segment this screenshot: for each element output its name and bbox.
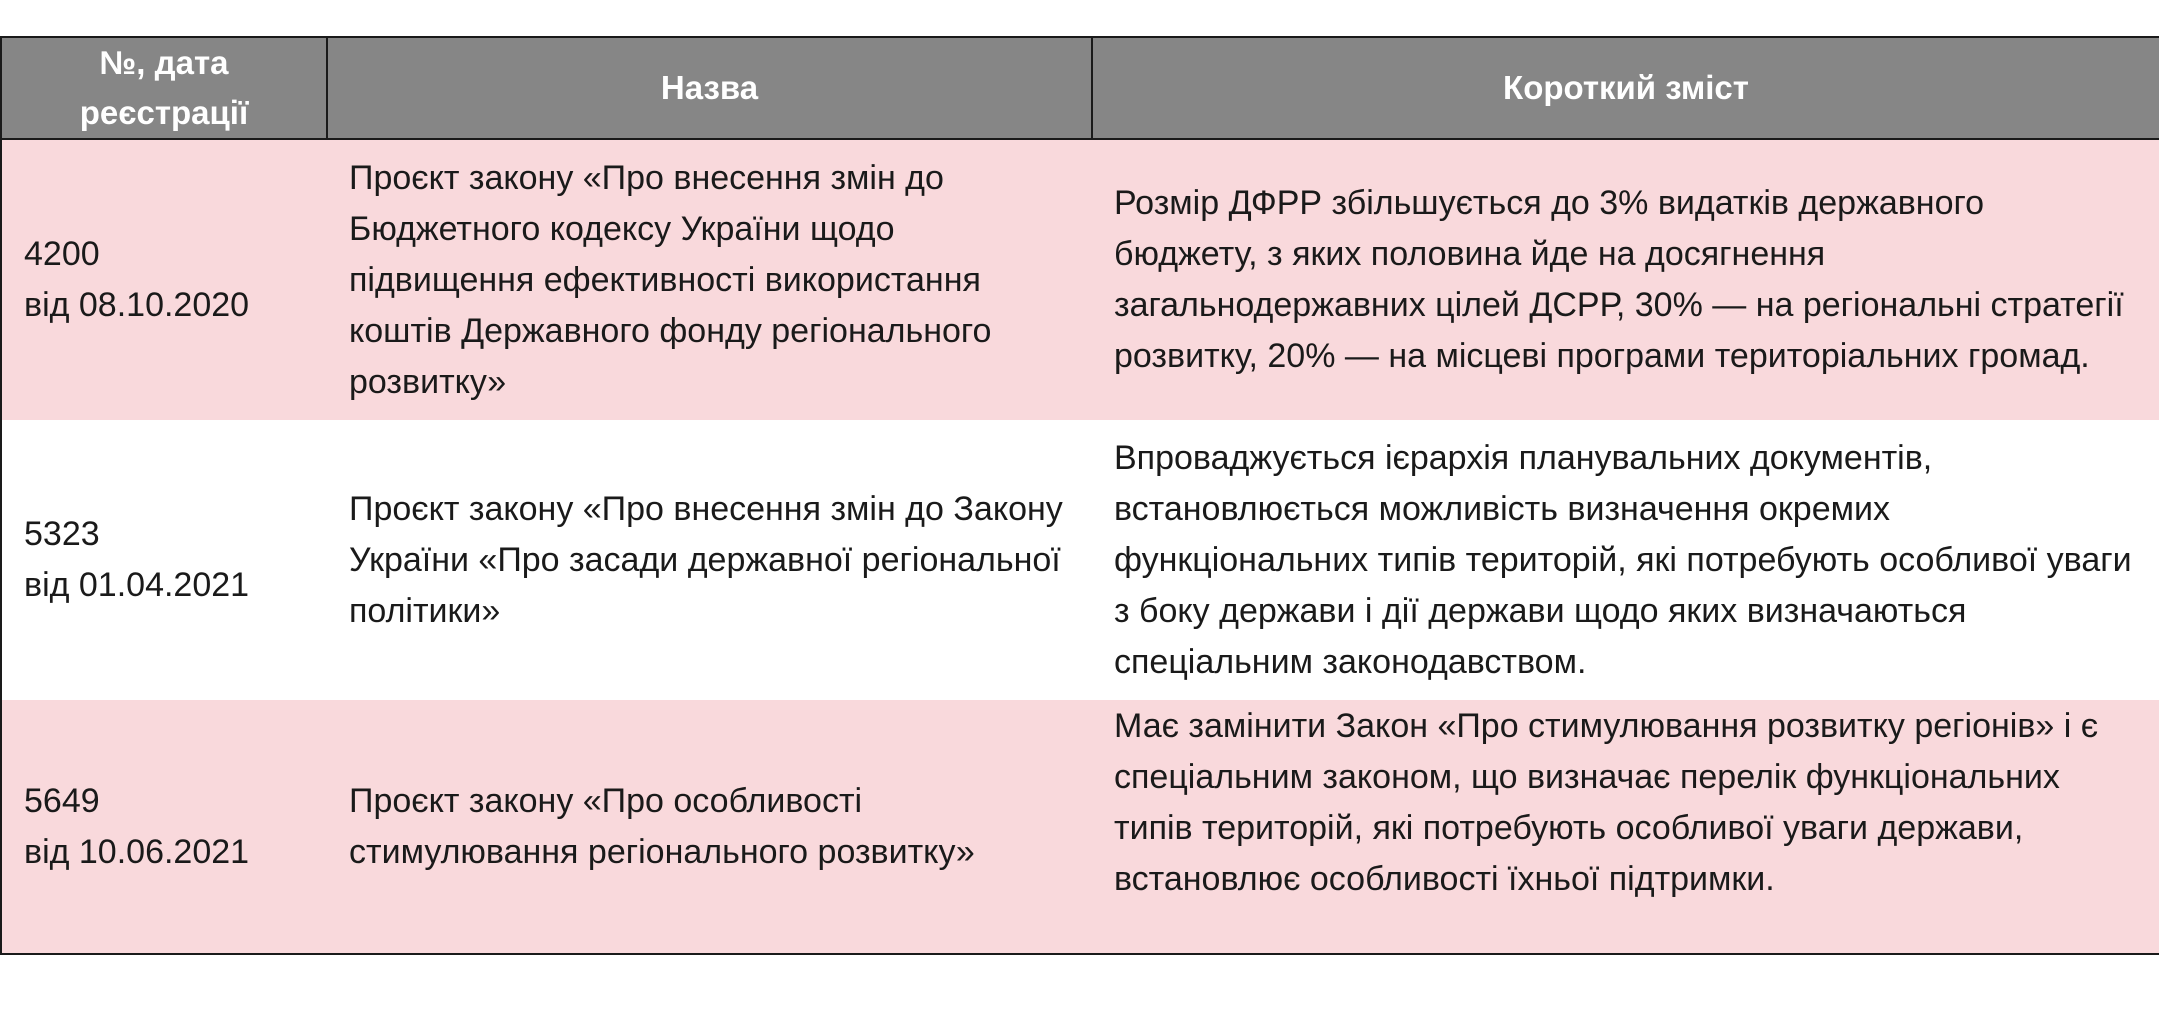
bill-date: від 08.10.2020 — [24, 286, 250, 324]
bill-name: Проєкт закону «Про внесення змін до Закону України «Про засади державної регіональної політики» — [349, 489, 1063, 630]
header-number-date-line-2: реєстрації — [79, 94, 249, 131]
header-name: Назва — [327, 37, 1092, 139]
bills-table — [0, 36, 2159, 955]
cell-summary — [1092, 139, 2159, 420]
cell-number-date — [1, 139, 327, 420]
bill-number: 5649 — [24, 781, 100, 820]
bill-number: 5323 — [24, 515, 100, 553]
bill-name: Проєкт закону «Про особливості стимулювання регіонального розвитку» — [349, 781, 975, 871]
bill-summary: Впроваджується ієрархія планувальних документів, встановлюється можливість визначення окремих функціональних типів територій, які потребують особливої уваги з боку держави і дії держави щодо яких визначаються спеціальним законодавством. — [1114, 438, 2132, 681]
bill-summary: Має замінити Закон «Про стимулювання розвитку регіонів» і є спеціальним законом, що визначає перелік функціональних типів територій, які потребують особливої уваги держави, встановлює особливості їхньої підтримки. — [1114, 707, 2099, 898]
bill-date: від 01.04.2021 — [24, 566, 250, 604]
bills-table-container — [0, 36, 2159, 955]
cell-summary — [1092, 700, 2159, 954]
header-row — [1, 37, 2159, 139]
cell-number-date — [1, 420, 327, 700]
cell-summary — [1092, 420, 2159, 700]
bill-number: 4200 — [24, 235, 100, 273]
header-number-date-line-1: №, дата — [99, 44, 229, 81]
cell-name — [327, 139, 1092, 420]
bill-date: від 10.06.2021 — [24, 832, 250, 871]
table-row — [1, 700, 2159, 954]
table-header — [1, 37, 2159, 139]
table-body — [1, 139, 2159, 954]
cell-name — [327, 420, 1092, 700]
cell-name — [327, 700, 1092, 954]
table-row — [1, 420, 2159, 700]
header-number-date — [1, 37, 327, 139]
cell-number-date — [1, 700, 327, 954]
header-summary: Короткий зміст — [1092, 37, 2159, 139]
bill-name: Проєкт закону «Про внесення змін до Бюджетного кодексу України щодо підвищення ефективності використання коштів Державного фонду регіонального розвитку» — [349, 158, 992, 401]
table-row — [1, 139, 2159, 420]
bill-summary: Розмір ДФРР збільшується до 3% видатків державного бюджету, з яких половина йде на досягнення загальнодержавних цілей ДСРР, 30% — на регіональні стратегії розвитку, 20% — на місцеві програми територіальних громад. — [1114, 184, 2124, 375]
